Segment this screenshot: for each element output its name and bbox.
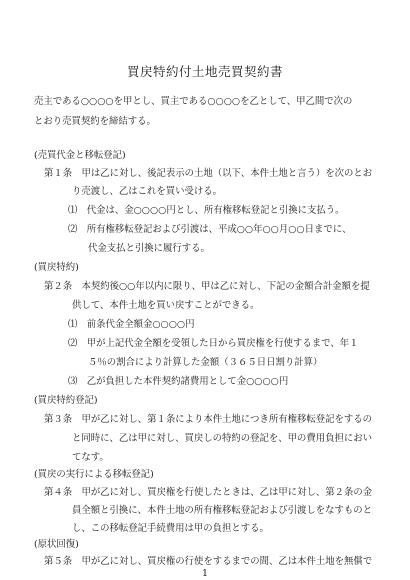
section-heading: (売買代金と移転登記) bbox=[34, 150, 126, 161]
article-item: ⑵ 所有権移転登記および引渡は、平成○○年○○月○○日までに、 bbox=[68, 224, 352, 235]
section-heading: (買戻特約) bbox=[34, 262, 79, 273]
article-line: と同時に、乙は甲に対し、買戻しの特約の登記を、甲の費用負担におい bbox=[72, 433, 373, 444]
article-item: ⑴ 代金は、金○○○○円とし、所有権移転登記と引換に支払う。 bbox=[68, 205, 345, 216]
article-line: てなす。 bbox=[72, 452, 109, 463]
article-line: 員全額と引換に、本件土地の所有権移転登記および引渡しをなすものと bbox=[72, 505, 373, 516]
article-line: 第３条 甲が乙に対し、第１条により本件土地につき所有権移転登記をするの bbox=[44, 414, 372, 425]
article-line: 第２条 本契約後○○年以内に限り、甲は乙に対し、下記の金額合計金額を提 bbox=[44, 281, 370, 292]
section-heading: (買戻の実行による移転登記) bbox=[34, 469, 154, 480]
article-line: 第４条 甲が乙に対し、買戻権を行使したときは、乙は甲に対し、第２条の金 bbox=[44, 487, 373, 498]
article-item: 代金支払と引換に履行する。 bbox=[88, 243, 210, 254]
article-item: ⑴ 前条代金全額金○○○○円 bbox=[68, 319, 195, 330]
article-line: り売渡し、乙はこれを買い受ける。 bbox=[72, 186, 223, 197]
article-line: 第１条 甲は乙に対し、後記表示の土地（以下、本件土地と言う）を次のとお bbox=[44, 168, 373, 179]
preamble-line: とおり売買契約を締結する。 bbox=[34, 116, 156, 127]
document-title: 買戻特約付土地売買契約書 bbox=[126, 64, 283, 79]
article-item: ⑵ 甲が上記代金全額を受領した日から買戻権を行使するまで、年１ bbox=[68, 338, 359, 349]
section-heading: (買戻特約登記) bbox=[34, 395, 98, 406]
page-number: 1 bbox=[201, 568, 209, 579]
article-line: 供して、本件土地を買い戻すことができる。 bbox=[72, 300, 260, 311]
preamble-line: 売主である○○○○を甲とし、買主である○○○○を乙として、甲乙間で次の bbox=[34, 96, 353, 107]
article-item: ５％の割合により計算した金額（３６５日日割り計算） bbox=[88, 357, 323, 368]
section-heading: (原状回復) bbox=[34, 539, 79, 550]
article-line: 第５条 甲が乙に対し、買戻権の行使をするまでの間、乙は本件土地を無償で bbox=[44, 556, 373, 567]
article-line: し、この移転登記手続費用は甲の負担とする。 bbox=[72, 523, 269, 534]
article-item: ⑶ 乙が負担した本件契約諸費用として金○○○○円 bbox=[68, 376, 289, 387]
